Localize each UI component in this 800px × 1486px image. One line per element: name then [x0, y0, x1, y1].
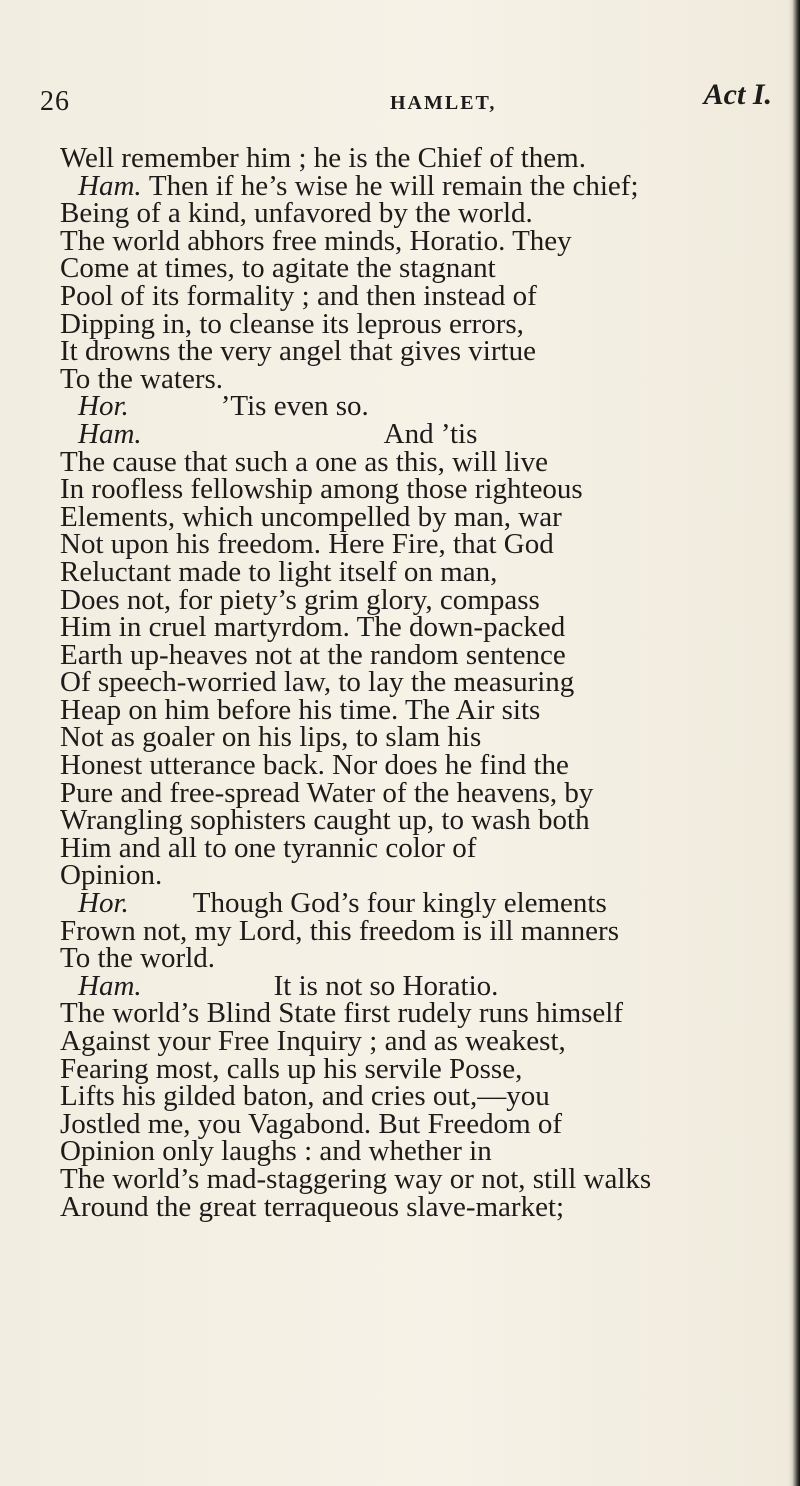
text-line: In roofless fellowship among those righteous [60, 473, 583, 506]
speaker-label: Ham. [78, 417, 142, 450]
text-line: The cause that such a one as this, will live [60, 445, 549, 478]
text-line: Honest utterance back. Nor does he find the [60, 749, 569, 782]
text-line: Opinion. [60, 859, 163, 892]
text-line: Not upon his freedom. Here Fire, that God [60, 528, 554, 561]
text-line: Dipping in, to cleanse its leprous errors, [60, 307, 524, 340]
text-line: It drowns the very angel that gives virtue [60, 335, 536, 368]
speech-text: Then if he’s wise he will remain the chief; [148, 169, 639, 202]
text-line: Elements, which uncompelled by man, war [60, 500, 562, 533]
text-line: Lifts his gilded baton, and cries out,—you [60, 1080, 550, 1113]
text-line: Pool of its formality ; and then instead of [60, 279, 537, 312]
text-line: Him and all to one tyrannic color of [60, 831, 477, 864]
text-line: Being of a kind, unfavored by the world. [60, 197, 533, 230]
text-line [60, 417, 790, 450]
text-line: Heap on him before his time. The Air sits [60, 693, 541, 726]
text-line: The world’s Blind State first rudely runs himself [60, 997, 624, 1030]
act-label: Act I. [703, 78, 772, 111]
text-line: Pure and free-spread Water of the heavens, by [60, 776, 594, 809]
speech-text: Though God’s four kingly elements [192, 887, 607, 920]
text-line: The world’s mad-staggering way or not, still walks [60, 1162, 652, 1195]
speaker-label: Hor. [78, 390, 129, 423]
text-line: To the waters. [60, 362, 224, 395]
text-line: Well remember him ; he is the Chief of them. [60, 142, 586, 174]
text-line: Not as goaler on his lips, to slam his [60, 721, 482, 754]
running-title: HAMLET, [390, 92, 497, 114]
text-line: Jostled me, you Vagabond. But Freedom of [60, 1107, 563, 1140]
text-line: Against your Free Inquiry ; and as weakest, [60, 1025, 566, 1057]
text-line: Opinion only laughs : and whether in [60, 1135, 492, 1168]
speech-text: ’Tis even so. [220, 390, 369, 423]
speaker-label: Ham. [78, 969, 142, 1002]
speech-text: It is not so Horatio. [273, 969, 499, 1002]
text-line: The world abhors free minds, Horatio. They [60, 224, 572, 257]
page-header [40, 78, 780, 128]
text-line: Reluctant made to light itself on man, [60, 555, 498, 588]
text-line: Earth up-heaves not at the random sentence [60, 638, 566, 671]
page-number: 26 [40, 86, 70, 117]
text-line [60, 969, 790, 1002]
text-line [60, 169, 790, 202]
text-line: Frown not, my Lord, this freedom is ill manners [60, 914, 619, 947]
text-line: Him in cruel martyrdom. The down-packed [60, 611, 566, 644]
text-line: Wrangling sophisters caught up, to wash both [60, 804, 590, 837]
speech-text: And ’tis [383, 417, 478, 450]
play-text [60, 142, 790, 1223]
text-line [60, 887, 790, 920]
text-line: Come at times, to agitate the stagnant [60, 252, 496, 285]
text-line: To the world. [60, 942, 216, 975]
speaker-label: Ham. [78, 169, 142, 202]
text-line: Around the great terraqueous slave-market; [60, 1190, 565, 1223]
text-line: Of speech-worried law, to lay the measuring [60, 666, 575, 699]
speaker-label: Hor. [78, 887, 129, 920]
text-line [60, 390, 790, 423]
text-line: Fearing most, calls up his servile Posse, [60, 1052, 523, 1085]
text-line: Does not, for piety’s grim glory, compass [60, 583, 540, 616]
